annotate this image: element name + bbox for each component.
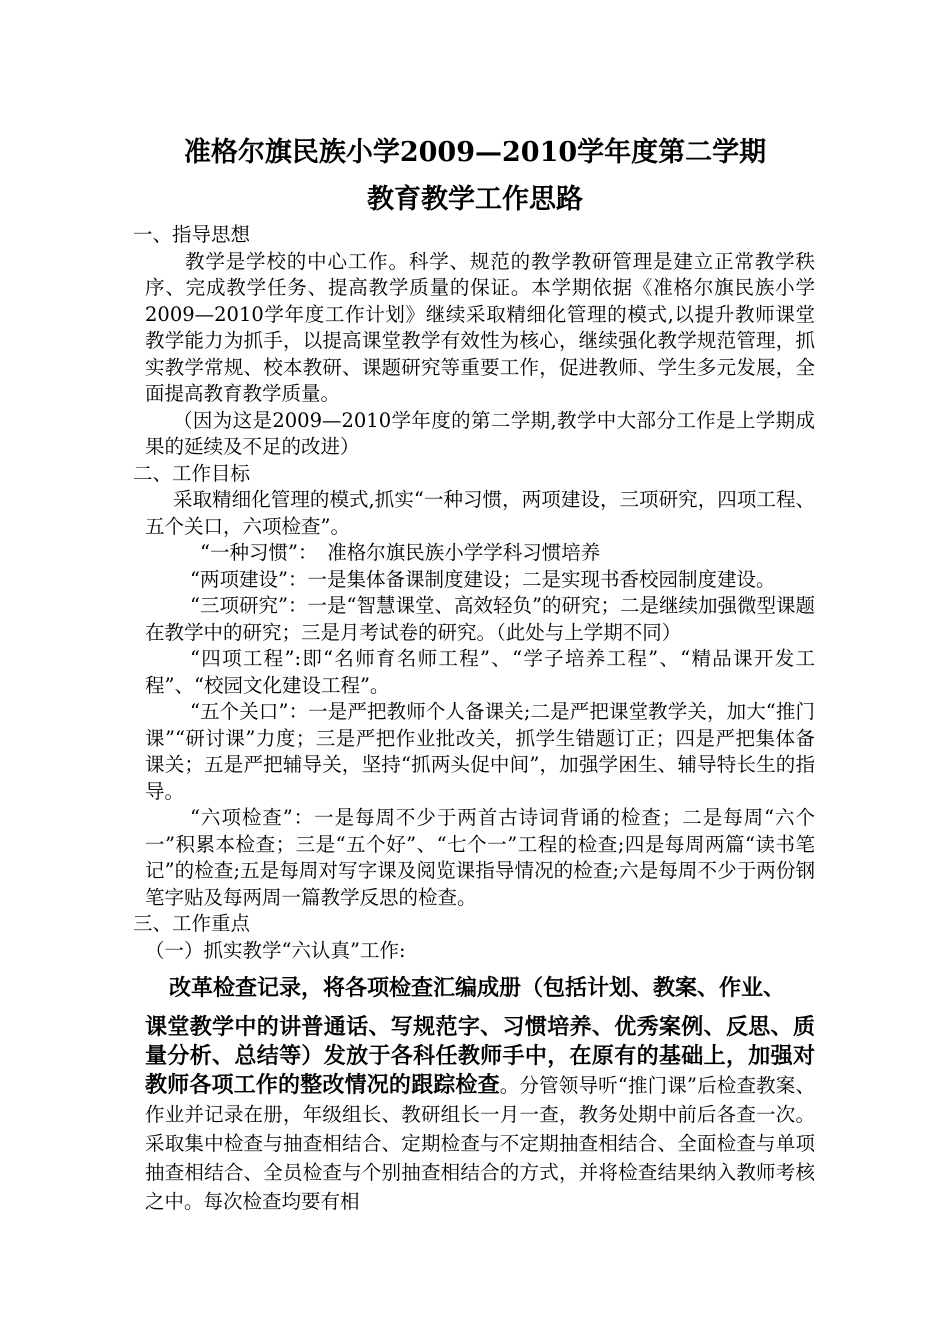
bold-paragraph-line1: 改革检查记录，将各项检查汇编成册（包括计划、教案、作业、 (169, 975, 786, 1001)
section-heading-work-goals: 二、工作目标 (133, 461, 251, 485)
paragraph-three-studies: “三项研究”：一是“智慧课堂、高效轻负”的研究；二是继续加强微型课题在教学中的研究；三是月考试卷的研究。（此处与上学期不同） (145, 594, 815, 644)
paragraph-one-habit: “一种习惯”： 准格尔旗民族小学学科习惯培养 (200, 541, 601, 564)
document-subtitle: 教育教学工作思路 (367, 184, 583, 215)
paragraph-inspection-details: 。分管领导听“推门课”后检查教案、作业并记录在册，年级组长、教研组长一月一查，教务处期中前后各查一次。采取集中检查与抽查相结合、定期检查与不定期抽查相结合、全面检查与单项抽查相结合、全员检查与个别抽查相结合的方式，并将检查结果纳入教师考核之中。每次检查均要有相 (145, 1074, 815, 1213)
paragraph-six-inspections: “六项检查”：一是每周不少于两首古诗词背诵的检查；二是每周“六个一”积累本检查；三是“五个好”、“七个一”工程的检查;四是每周两篇“读书笔记”的检查;五是每周对写字课及阅览课指导情况的检查;六是每周不少于两份钢笔字贴及每两周一篇教学反思的检查。 (145, 806, 815, 909)
subsection-heading-six-conscientious: （一）抓实教学“六认真”工作: (145, 938, 406, 962)
section-heading-work-focus: 三、工作重点 (133, 912, 251, 935)
document-body (133, 222, 815, 1216)
paragraph-goals-intro: 采取精细化管理的模式,抓实“一种习惯，两项建设，三项研究，四项工程、五个关口，六项检查”。 (145, 488, 815, 538)
document-title: 准格尔旗民族小学2009—2010学年度第二学期 (183, 137, 767, 168)
bold-paragraph-continued (145, 1013, 815, 1216)
paragraph-two-constructions: “两项建设”：一是集体备课制度建设；二是实现书香校园制度建设。 (190, 567, 776, 591)
paragraph-note: （因为这是2009—2010学年度的第二学期,教学中大部分工作是上学期成果的延续及不足的改进） (145, 408, 815, 458)
section-heading-guiding-thought: 一、指导思想 (133, 223, 251, 246)
paragraph-five-checkpoints: “五个关口”：一是严把教师个人备课关;二是严把课堂教学关，加大“推门课”“研讨课”力度；三是严把作业批改关，抓学生错题订正；四是严把集体备课关；五是严把辅导关，坚持“抓两头促中间”，加强学困生、辅导特长生的指导。 (145, 700, 815, 803)
paragraph-guiding-thought: 教学是学校的中心工作。科学、规范的教学教研管理是建立正常教学秩序、完成教学任务、提高教学质量的保证。本学期依据《准格尔旗民族小学2009—2010学年度工作计划》继续采取精细化管理的模式,以提升教师课堂教学能力为抓手，以提高课堂教学有效性为核心，继续强化教学规范管理，抓实教学常规、校本教研、课题研究等重要工作，促进教师、学生多元发展，全面提高教育教学质量。 (145, 249, 815, 405)
bold-paragraph-text: 课堂教学中的讲普通话、写规范字、习惯培养、优秀案例、反思、质量分析、总结等）发放于各科任教师手中，在原有的基础上，加强对教师各项工作的整改情况的跟踪检查 (145, 1014, 815, 1098)
paragraph-four-projects: “四项工程”:即“名师育名师工程”、“学子培养工程”、“精品课开发工程”、“校园文化建设工程”。 (145, 647, 815, 697)
